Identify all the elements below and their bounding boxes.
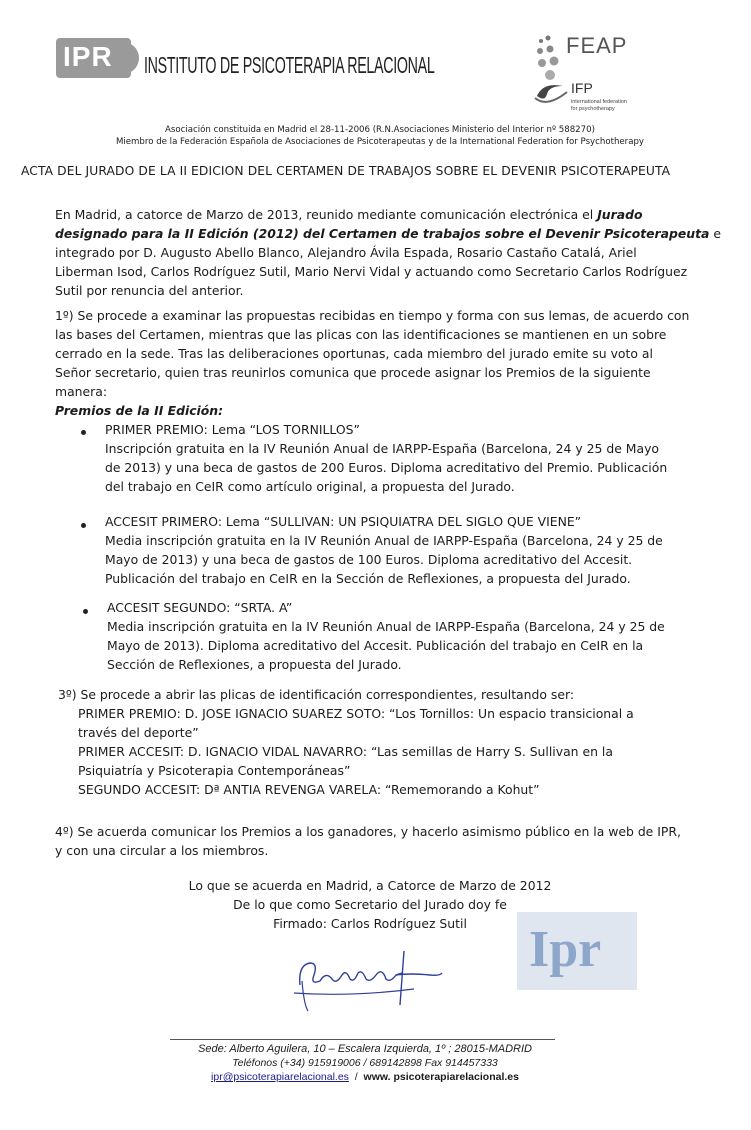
bullet-icon — [83, 609, 88, 614]
section-3-intro: 3º) Se procede a abrir las plicas de identificación correspondientes, resultando ser: — [58, 687, 575, 702]
bullet-icon — [81, 430, 86, 435]
bullet-icon — [81, 523, 86, 528]
signature-image — [290, 945, 460, 1015]
closing-block: Lo que se acuerda en Madrid, a Catorce de Marzo de 2012 De lo que como Secretario del Jurado doy fe Firmado: Carlos Rodríguez Sutil — [188, 878, 552, 931]
ifp-text: IFP — [571, 80, 593, 96]
email-link[interactable]: ipr@psicoterapiarelacional.es — [211, 1071, 349, 1083]
section-3-results: PRIMER PREMIO: D. JOSE IGNACIO SUAREZ SOTO: “Los Tornillos: Un espacio transicional a través del deporte” PRIMER ACCESIT: D. IGNACIO VIDAL NAVARRO: “Las semillas de Harry S. Sullivan en la Psiquiatría y Psicoterapia Contemporáneas” SEGUNDO ACCESIT: Dª ANTIA REVENGA VARELA: “Rememorando a Kohut” — [78, 706, 634, 797]
ifp-subtitle: international federation for psychotherapy — [571, 99, 627, 112]
ipr-stamp — [517, 912, 637, 990]
ifp-logo — [533, 80, 653, 120]
ifp-swoosh-icon — [533, 82, 569, 106]
prize-accesit-segundo: ACCESIT SEGUNDO: “SRTA. A” Media inscripción gratuita en la IV Reunión Anual de IARPP-España (Barcelona, 24 y 25 de Mayo de 2013). Diploma acreditativo del Accesit. Publicación del trabajo en CeIR en la Sección de Reflexiones, a propuesta del Jurado. — [107, 600, 665, 672]
intro-paragraph: En Madrid, a catorce de Marzo de 2013, reunido mediante comunicación electrónica el Jurado designado para la II Edición (2012) del Certamen de trabajos sobre el Devenir Psicoterapeuta e integrado por D. Augusto Abello Blanco, Alejandro Ávila Espada, Rosario Castaño Catalá, Ariel Liberman Isod, Carlos Rodríguez Sutil, Mario Nervi Vidal y actuando como Secretario Carlos Rodríguez Sutil por renuncia del anterior. — [55, 207, 721, 298]
association-line-2: Miembro de la Federación Española de Asociaciones de Psicoterapeutas y de la International Federation for Psychotherapy — [115, 137, 645, 147]
footer-phones: Teléfonos (+34) 915919006 / 689142898 Fax 914457333 — [232, 1057, 498, 1069]
prize-accesit-primero: ACCESIT PRIMERO: Lema “SULLIVAN: UN PSIQUIATRA DEL SIGLO QUE VIENE” Media inscripción gratuita en la IV Reunión Anual de IARPP-España (Barcelona, 24 y 25 de Mayo de 2013) y una beca de gastos de 100 Euros. Diploma acreditativo del Accesit. Publicación del trabajo en CeIR en la Sección de Reflexiones, a propuesta del Jurado. — [105, 514, 663, 586]
premios-heading: Premios de la II Edición: — [55, 403, 224, 418]
association-line-1: Asociación constituida en Madrid el 28-11-2006 (R.N.Asociaciones Ministerio del Interior nº 588270) — [165, 125, 595, 135]
institute-name: INSTITUTO DE PSICOTERAPIA RELACIONAL — [144, 52, 435, 78]
prize-primer-premio: PRIMER PREMIO: Lema “LOS TORNILLOS” Inscripción gratuita en la IV Reunión Anual de IARPP-España (Barcelona, 24 y 25 de Mayo de 2013) y una beca de gastos de 200 Euros. Diploma acreditativo del Premio. Publicación del trabajo en CeIR como artículo original, a propuesta del Jurado. — [105, 422, 668, 494]
section-4: 4º) Se acuerda comunicar los Premios a los ganadores, y hacerlo asimismo público en la web de IPR, y con una circular a los miembros. — [55, 824, 681, 858]
website-link[interactable]: www. psicoterapiarelacional.es — [363, 1071, 519, 1083]
footer-address: Sede: Alberto Aguilera, 10 – Escalera Izquierda, 1º ; 28015-MADRID — [198, 1043, 532, 1055]
ipr-logo — [56, 38, 131, 78]
feap-text: FEAP — [566, 33, 628, 58]
section-1: 1º) Se procede a examinar las propuestas recibidas en tiempo y forma con sus lemas, de acuerdo con las bases del Certamen, mientras que las plicas con las identificaciones se mantienen en un sobre cerrado en la sede. Tras las deliberaciones oportunas, cada miembro del jurado emite su voto al Señor secretario, quien tras reunirlos comunica que procede asignar los Premios de la siguiente manera: — [55, 308, 690, 399]
ipr-logo-text: IPR — [63, 41, 113, 72]
footer-divider — [170, 1039, 555, 1040]
footer-contact: ipr@psicoterapiarelacional.es / www. psicoterapiarelacional.es — [211, 1071, 519, 1083]
footer — [150, 1042, 580, 1084]
document-title: ACTA DEL JURADO DE LA II EDICION DEL CERTAMEN DE TRABAJOS SOBRE EL DEVENIR PSICOTERAPEUTA — [21, 164, 671, 178]
feap-logo — [536, 33, 646, 83]
ipr-stamp-text: Ipr — [529, 921, 602, 978]
